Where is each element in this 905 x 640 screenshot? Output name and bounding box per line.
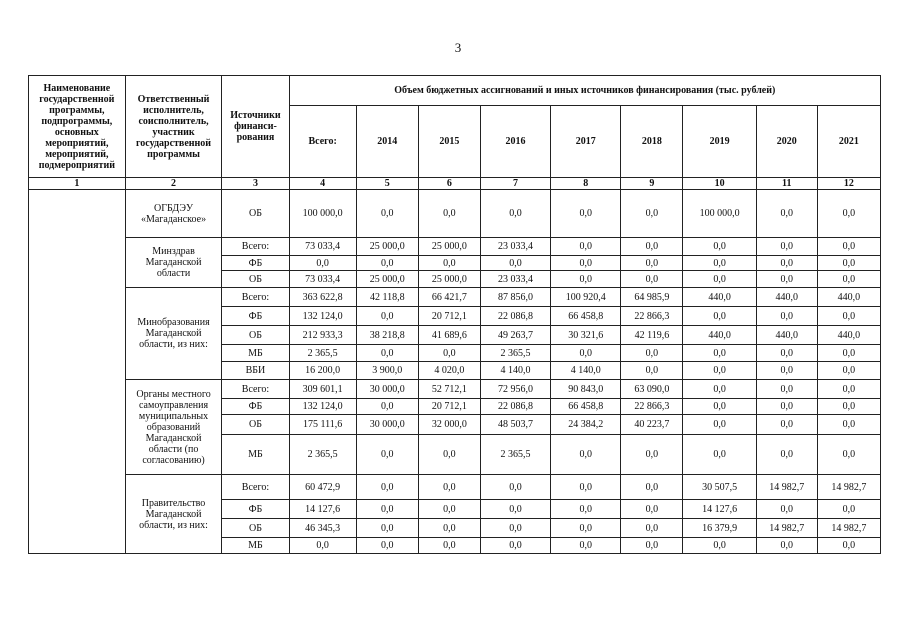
value-cell: 0,0 (756, 538, 817, 554)
value-cell: 0,0 (418, 435, 480, 475)
value-cell: 22 086,8 (480, 399, 550, 415)
value-cell: 22 866,3 (621, 307, 683, 326)
value-cell: 0,0 (817, 256, 880, 271)
value-cell: 0,0 (683, 362, 756, 380)
value-cell: 16 379,9 (683, 519, 756, 538)
value-cell: 0,0 (551, 500, 621, 519)
value-cell: 0,0 (756, 500, 817, 519)
table-row (29, 190, 881, 238)
header-year-2021: 2021 (817, 106, 880, 178)
value-cell: 46 345,3 (289, 519, 356, 538)
value-cell: 4 140,0 (551, 362, 621, 380)
funding-source-cell: ФБ (222, 256, 289, 271)
value-cell: 0,0 (621, 435, 683, 475)
value-cell: 0,0 (621, 500, 683, 519)
value-cell: 30 321,6 (551, 326, 621, 345)
column-number: 6 (418, 178, 480, 190)
value-cell: 0,0 (551, 190, 621, 238)
value-cell: 0,0 (551, 271, 621, 288)
funding-source-cell: ВБИ (222, 362, 289, 380)
value-cell: 32 000,0 (418, 415, 480, 435)
value-cell: 0,0 (756, 399, 817, 415)
value-cell: 2 365,5 (289, 435, 356, 475)
value-cell: 0,0 (683, 399, 756, 415)
value-cell: 14 982,7 (817, 475, 880, 500)
value-cell: 0,0 (683, 256, 756, 271)
value-cell: 440,0 (683, 326, 756, 345)
value-cell: 2 365,5 (289, 345, 356, 362)
value-cell: 0,0 (683, 238, 756, 256)
value-cell: 0,0 (418, 519, 480, 538)
value-cell: 14 127,6 (683, 500, 756, 519)
value-cell: 0,0 (551, 475, 621, 500)
value-cell: 0,0 (683, 271, 756, 288)
value-cell: 100 920,4 (551, 288, 621, 307)
value-cell: 25 000,0 (356, 238, 418, 256)
value-cell: 0,0 (621, 190, 683, 238)
value-cell: 14 127,6 (289, 500, 356, 519)
table-row (29, 238, 881, 256)
value-cell: 175 111,6 (289, 415, 356, 435)
value-cell: 0,0 (289, 256, 356, 271)
value-cell: 14 982,7 (817, 519, 880, 538)
column-number: 3 (222, 178, 289, 190)
value-cell: 42 119,6 (621, 326, 683, 345)
header-year-2020: 2020 (756, 106, 817, 178)
value-cell: 100 000,0 (289, 190, 356, 238)
value-cell: 0,0 (621, 519, 683, 538)
value-cell: 0,0 (418, 538, 480, 554)
value-cell: 87 856,0 (480, 288, 550, 307)
value-cell: 63 090,0 (621, 380, 683, 399)
value-cell: 132 124,0 (289, 307, 356, 326)
table-row (29, 288, 881, 307)
value-cell: 0,0 (356, 256, 418, 271)
value-cell: 23 033,4 (480, 271, 550, 288)
funding-source-cell: МБ (222, 538, 289, 554)
value-cell: 0,0 (817, 538, 880, 554)
value-cell: 0,0 (480, 500, 550, 519)
value-cell: 440,0 (817, 288, 880, 307)
value-cell: 66 421,7 (418, 288, 480, 307)
value-cell: 25 000,0 (356, 271, 418, 288)
value-cell: 0,0 (356, 500, 418, 519)
table-row (29, 380, 881, 399)
funding-source-cell: ОБ (222, 326, 289, 345)
column-number: 11 (756, 178, 817, 190)
value-cell: 0,0 (418, 190, 480, 238)
header-program-name: Наименование государственной программы, подпрограммы, основных мероприятий, мероприятий, подмероприятий (29, 76, 126, 178)
funding-source-cell: Всего: (222, 380, 289, 399)
funding-source-cell: ОБ (222, 415, 289, 435)
column-number-row (29, 178, 881, 190)
value-cell: 0,0 (418, 345, 480, 362)
value-cell: 66 458,8 (551, 399, 621, 415)
value-cell: 132 124,0 (289, 399, 356, 415)
value-cell: 100 000,0 (683, 190, 756, 238)
column-number: 2 (125, 178, 222, 190)
value-cell: 22 086,8 (480, 307, 550, 326)
value-cell: 41 689,6 (418, 326, 480, 345)
value-cell: 0,0 (756, 380, 817, 399)
value-cell: 0,0 (356, 345, 418, 362)
funding-source-cell: ФБ (222, 500, 289, 519)
value-cell: 0,0 (480, 190, 550, 238)
value-cell: 440,0 (756, 288, 817, 307)
column-number: 1 (29, 178, 126, 190)
value-cell: 14 982,7 (756, 475, 817, 500)
value-cell: 0,0 (817, 345, 880, 362)
value-cell: 0,0 (817, 380, 880, 399)
column-number: 9 (621, 178, 683, 190)
value-cell: 14 982,7 (756, 519, 817, 538)
value-cell: 72 956,0 (480, 380, 550, 399)
value-cell: 49 263,7 (480, 326, 550, 345)
value-cell: 0,0 (621, 362, 683, 380)
value-cell: 0,0 (621, 345, 683, 362)
executor-cell: ОГБДЭУ «Магаданское» (125, 190, 222, 238)
value-cell: 0,0 (756, 238, 817, 256)
funding-source-cell: Всего: (222, 238, 289, 256)
column-number: 10 (683, 178, 756, 190)
value-cell: 0,0 (817, 238, 880, 256)
value-cell: 0,0 (756, 362, 817, 380)
value-cell: 0,0 (756, 345, 817, 362)
program-name-cell (29, 190, 126, 554)
value-cell: 440,0 (683, 288, 756, 307)
header-year-2019: 2019 (683, 106, 756, 178)
value-cell: 0,0 (356, 307, 418, 326)
value-cell: 0,0 (356, 475, 418, 500)
value-cell: 0,0 (551, 538, 621, 554)
value-cell: 0,0 (356, 399, 418, 415)
header-funding-source: Источники финанси-рования (222, 76, 289, 178)
value-cell: 64 985,9 (621, 288, 683, 307)
header-year-total: Всего: (289, 106, 356, 178)
value-cell: 363 622,8 (289, 288, 356, 307)
value-cell: 20 712,1 (418, 399, 480, 415)
executor-cell: Правительство Магаданской области, из них: (125, 475, 222, 554)
value-cell: 3 900,0 (356, 362, 418, 380)
value-cell: 0,0 (683, 538, 756, 554)
value-cell: 0,0 (480, 538, 550, 554)
funding-source-cell: МБ (222, 345, 289, 362)
value-cell: 48 503,7 (480, 415, 550, 435)
value-cell: 0,0 (289, 538, 356, 554)
value-cell: 0,0 (621, 256, 683, 271)
value-cell: 0,0 (551, 238, 621, 256)
value-cell: 0,0 (683, 380, 756, 399)
value-cell: 30 000,0 (356, 415, 418, 435)
value-cell: 0,0 (551, 519, 621, 538)
header-year-2017: 2017 (551, 106, 621, 178)
value-cell: 73 033,4 (289, 238, 356, 256)
value-cell: 0,0 (756, 435, 817, 475)
value-cell: 440,0 (756, 326, 817, 345)
funding-source-cell: ОБ (222, 190, 289, 238)
value-cell: 52 712,1 (418, 380, 480, 399)
value-cell: 0,0 (817, 271, 880, 288)
value-cell: 90 843,0 (551, 380, 621, 399)
value-cell: 0,0 (817, 399, 880, 415)
executor-cell: Минобразования Магаданской области, из них: (125, 288, 222, 380)
value-cell: 30 507,5 (683, 475, 756, 500)
value-cell: 38 218,8 (356, 326, 418, 345)
table-body (29, 190, 881, 554)
value-cell: 2 365,5 (480, 345, 550, 362)
column-number: 12 (817, 178, 880, 190)
value-cell: 4 020,0 (418, 362, 480, 380)
value-cell: 25 000,0 (418, 271, 480, 288)
value-cell: 0,0 (621, 538, 683, 554)
value-cell: 0,0 (683, 415, 756, 435)
value-cell: 24 384,2 (551, 415, 621, 435)
header-year-2015: 2015 (418, 106, 480, 178)
value-cell: 42 118,8 (356, 288, 418, 307)
funding-source-cell: ФБ (222, 399, 289, 415)
value-cell: 25 000,0 (418, 238, 480, 256)
value-cell: 0,0 (817, 415, 880, 435)
value-cell: 0,0 (683, 345, 756, 362)
value-cell: 440,0 (817, 326, 880, 345)
value-cell: 0,0 (621, 271, 683, 288)
funding-source-cell: Всего: (222, 288, 289, 307)
value-cell: 23 033,4 (480, 238, 550, 256)
value-cell: 0,0 (480, 519, 550, 538)
value-cell: 309 601,1 (289, 380, 356, 399)
funding-source-cell: МБ (222, 435, 289, 475)
value-cell: 0,0 (756, 271, 817, 288)
value-cell: 0,0 (817, 307, 880, 326)
value-cell: 0,0 (356, 190, 418, 238)
page-number: 3 (454, 40, 462, 55)
budget-allocation-table (28, 75, 881, 554)
header-year-2018: 2018 (621, 106, 683, 178)
column-number: 5 (356, 178, 418, 190)
funding-source-cell: ОБ (222, 519, 289, 538)
header-funding-volume: Объем бюджетных ассигнований и иных источников финансирования (тыс. рублей) (289, 76, 880, 106)
value-cell: 0,0 (551, 256, 621, 271)
value-cell: 212 933,3 (289, 326, 356, 345)
header-year-2014: 2014 (356, 106, 418, 178)
value-cell: 40 223,7 (621, 415, 683, 435)
value-cell: 0,0 (621, 238, 683, 256)
value-cell: 0,0 (551, 345, 621, 362)
funding-source-cell: ОБ (222, 271, 289, 288)
value-cell: 0,0 (683, 435, 756, 475)
value-cell: 0,0 (756, 190, 817, 238)
value-cell: 30 000,0 (356, 380, 418, 399)
header-executor: Ответственный исполнитель, соисполнитель, участник государственной программы (125, 76, 222, 178)
column-number: 7 (480, 178, 550, 190)
value-cell: 0,0 (356, 435, 418, 475)
value-cell: 0,0 (817, 435, 880, 475)
value-cell: 0,0 (480, 256, 550, 271)
header-year-2016: 2016 (480, 106, 550, 178)
column-number: 8 (551, 178, 621, 190)
executor-cell: Минздрав Магаданской области (125, 238, 222, 288)
value-cell: 66 458,8 (551, 307, 621, 326)
value-cell: 2 365,5 (480, 435, 550, 475)
value-cell: 22 866,3 (621, 399, 683, 415)
value-cell: 0,0 (756, 415, 817, 435)
funding-source-cell: ФБ (222, 307, 289, 326)
executor-cell: Органы местного самоуправления муниципальных образований Магаданской области (по согласованию) (125, 380, 222, 475)
value-cell: 0,0 (356, 538, 418, 554)
value-cell: 0,0 (480, 475, 550, 500)
value-cell: 0,0 (817, 362, 880, 380)
value-cell: 0,0 (817, 190, 880, 238)
value-cell: 4 140,0 (480, 362, 550, 380)
funding-source-cell: Всего: (222, 475, 289, 500)
value-cell: 0,0 (356, 519, 418, 538)
value-cell: 0,0 (418, 256, 480, 271)
value-cell: 0,0 (683, 307, 756, 326)
column-number: 4 (289, 178, 356, 190)
value-cell: 20 712,1 (418, 307, 480, 326)
table-row (29, 475, 881, 500)
value-cell: 0,0 (756, 256, 817, 271)
value-cell: 16 200,0 (289, 362, 356, 380)
value-cell: 0,0 (817, 500, 880, 519)
value-cell: 0,0 (756, 307, 817, 326)
value-cell: 0,0 (418, 500, 480, 519)
value-cell: 0,0 (551, 435, 621, 475)
value-cell: 60 472,9 (289, 475, 356, 500)
value-cell: 0,0 (621, 475, 683, 500)
value-cell: 73 033,4 (289, 271, 356, 288)
value-cell: 0,0 (418, 475, 480, 500)
